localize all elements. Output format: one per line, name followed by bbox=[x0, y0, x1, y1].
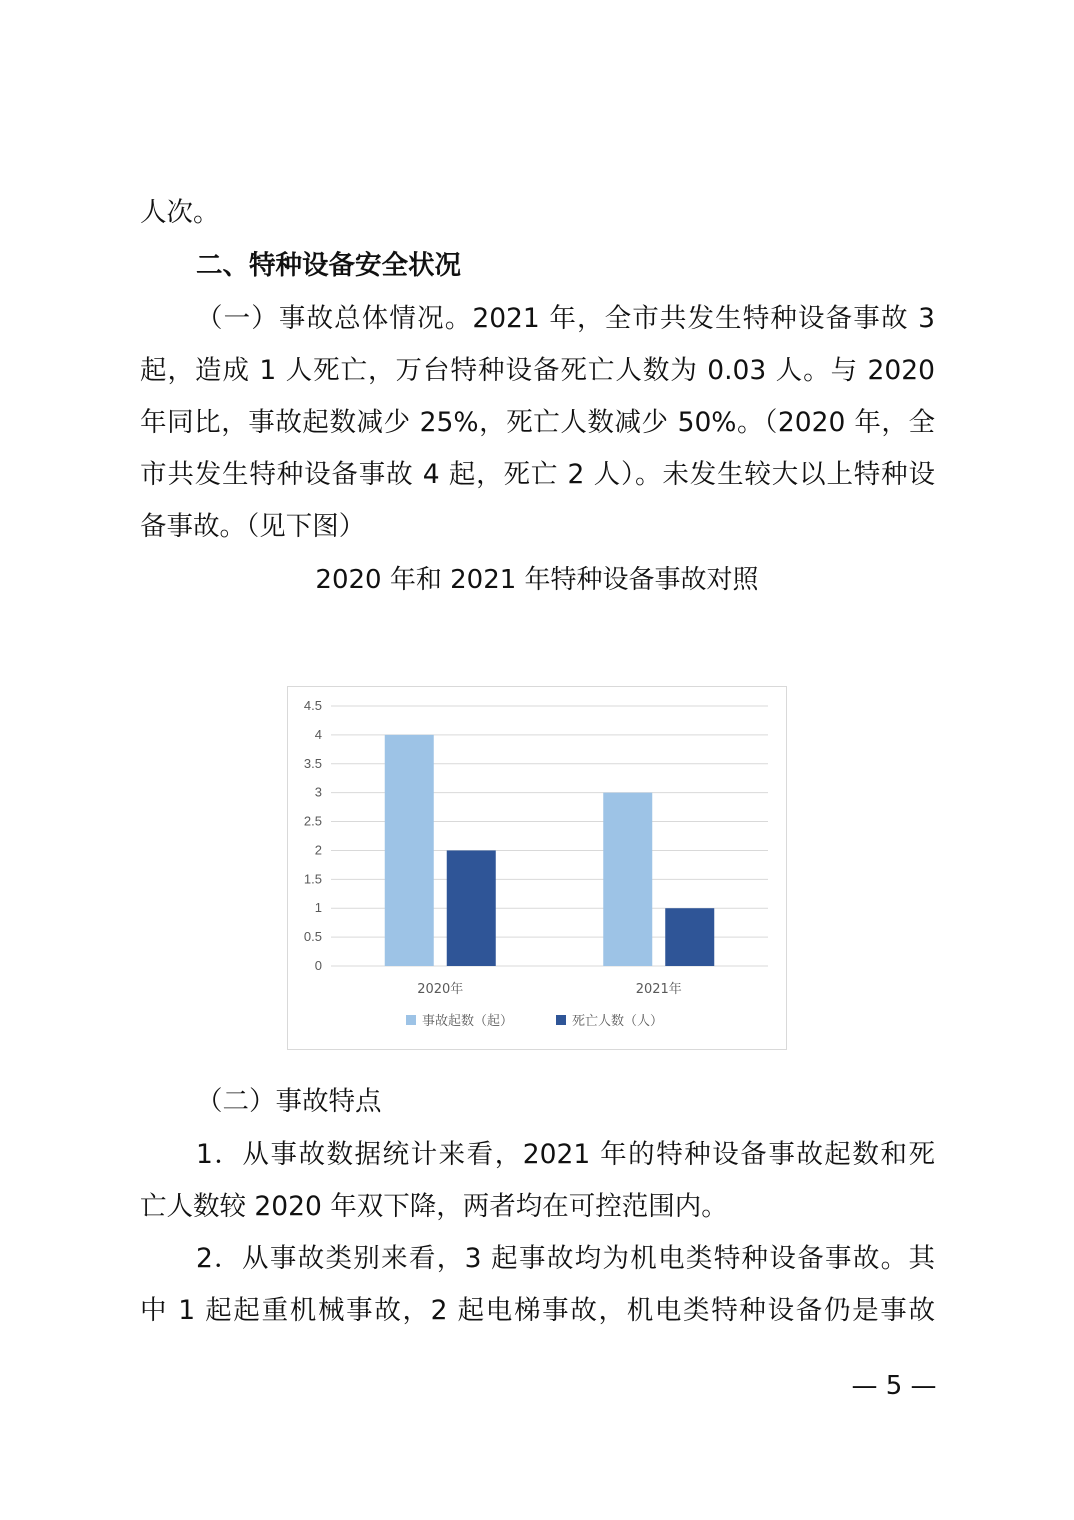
y-tick-label: 4.5 bbox=[303, 698, 322, 713]
chart-canvas bbox=[288, 687, 786, 1049]
y-tick-label: 0.5 bbox=[303, 929, 322, 945]
page-number: — 5 — bbox=[851, 1371, 937, 1401]
y-tick-label: 1.5 bbox=[303, 871, 322, 887]
y-tick-label: 1 bbox=[314, 900, 322, 916]
section-heading: 二、特种设备安全状况 bbox=[196, 250, 461, 281]
bar-chart bbox=[287, 686, 787, 1050]
subsection-heading: （二）事故特点 bbox=[196, 1086, 382, 1117]
bar-accidents-2 bbox=[603, 793, 652, 966]
y-tick-label: 3 bbox=[314, 784, 322, 800]
legend-swatch bbox=[556, 1015, 566, 1025]
bar-deaths-2 bbox=[665, 908, 714, 966]
paragraph-line: 年同比，事故起数减少 25%，死亡人数减少 50%。（2020 年，全 bbox=[140, 407, 935, 438]
paragraph-line: 2．从事故类别来看，3 起事故均为机电类特种设备事故。其 bbox=[196, 1243, 935, 1274]
paragraph-line: 人次。 bbox=[140, 197, 220, 228]
y-tick-label: 0 bbox=[314, 958, 322, 973]
x-tick-label: 2020年 bbox=[417, 982, 464, 997]
paragraph-line: 1．从事故数据统计来看，2021 年的特种设备事故起数和死 bbox=[196, 1139, 935, 1170]
y-tick-label: 3.5 bbox=[303, 755, 322, 771]
paragraph-line: （一）事故总体情况。2021 年，全市共发生特种设备事故 3 bbox=[196, 303, 935, 334]
x-tick-label: 2021年 bbox=[635, 982, 682, 997]
legend-label: 事故起数（起） bbox=[422, 1014, 514, 1029]
y-tick-label: 2 bbox=[314, 842, 322, 858]
chart-title: 2020 年和 2021 年特种设备事故对照 bbox=[315, 565, 759, 595]
paragraph-line: 起，造成 1 人死亡，万台特种设备死亡人数为 0.03 人。与 2020 bbox=[140, 355, 935, 386]
paragraph-line: 市共发生特种设备事故 4 起，死亡 2 人）。未发生较大以上特种设 bbox=[140, 459, 935, 490]
y-tick-label: 2.5 bbox=[303, 813, 322, 829]
paragraph-line: 备事故。（见下图） bbox=[140, 511, 366, 542]
y-tick-label: 4 bbox=[314, 726, 322, 742]
paragraph-line: 亡人数较 2020 年双下降，两者均在可控范围内。 bbox=[140, 1191, 728, 1222]
bar-accidents-1 bbox=[385, 735, 434, 966]
bar-deaths-1 bbox=[447, 850, 496, 966]
paragraph-line: 中 1 起起重机械事故，2 起电梯事故，机电类特种设备仍是事故 bbox=[140, 1295, 935, 1326]
legend-swatch bbox=[406, 1015, 416, 1025]
legend-label: 死亡人数（人） bbox=[572, 1014, 664, 1029]
